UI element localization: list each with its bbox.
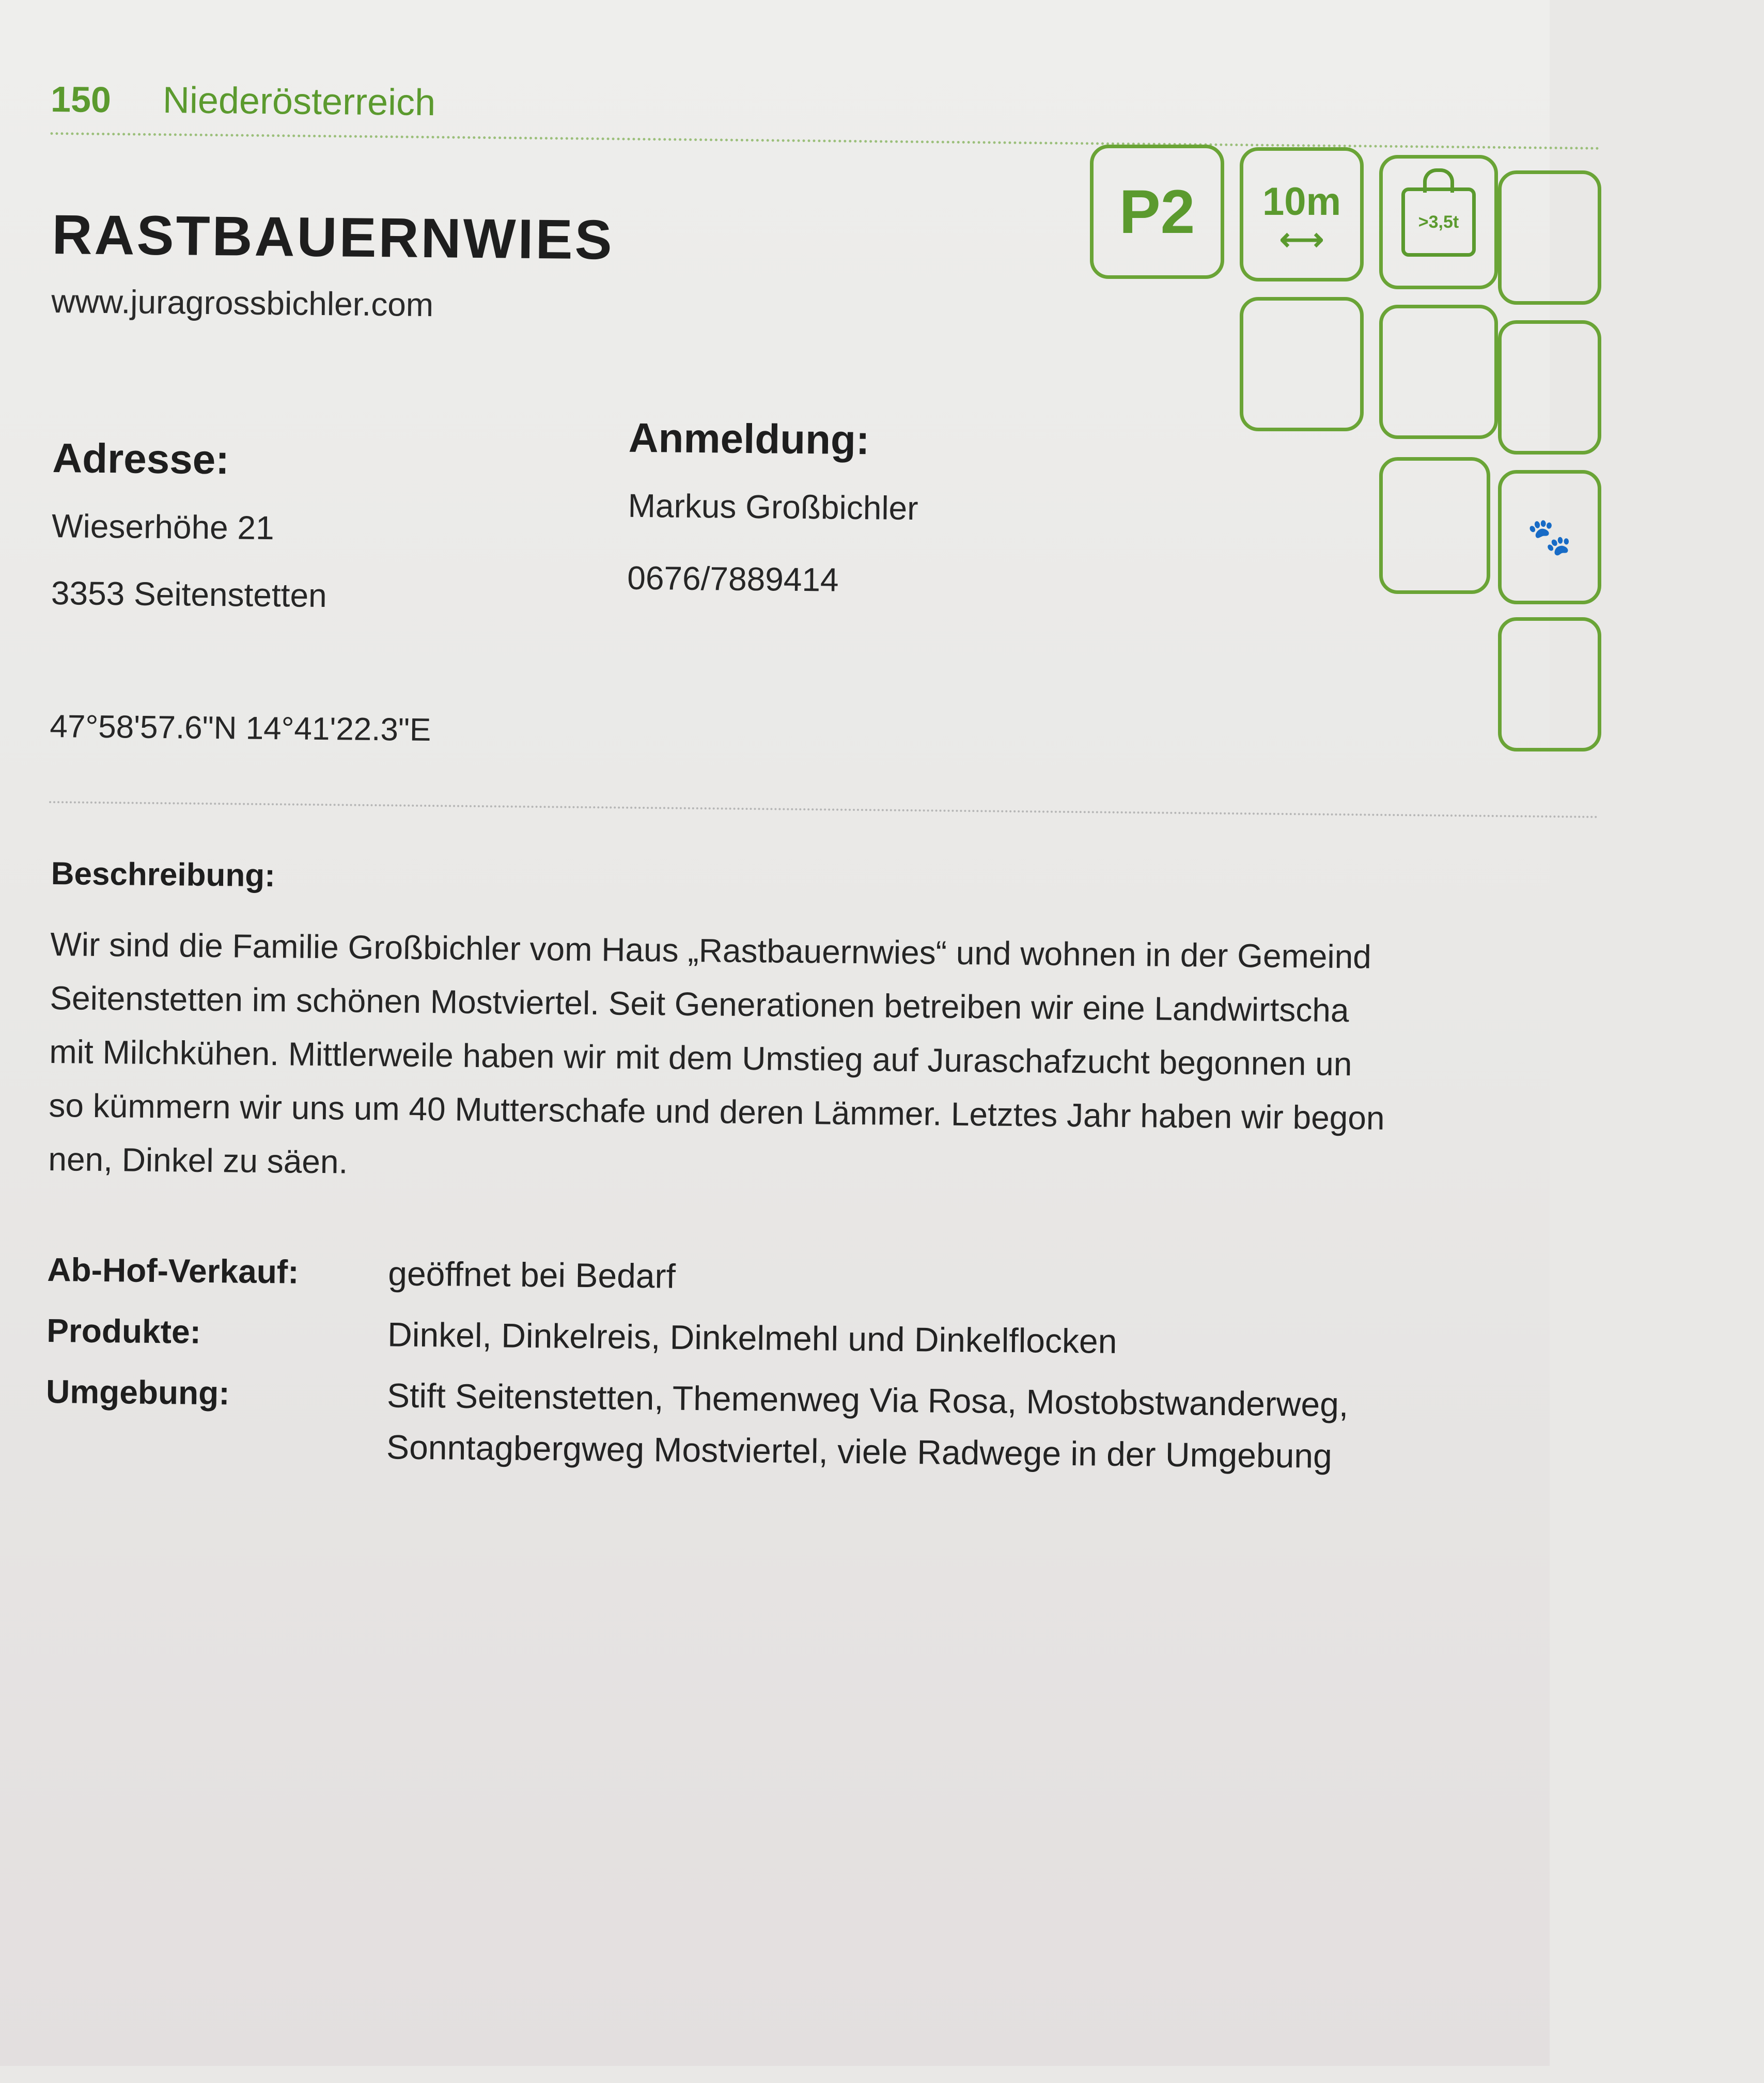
description-body [48,917,1755,1202]
description-line: so kümmern wir uns um 40 Mutterschafe und deren Lämmer. Letztes Jahr haben wir begon [49,1087,1385,1137]
running-header [51,78,436,124]
info-value-line: Dinkel, Dinkelreis, Dinkelmehl und Dinkelflocken [387,1315,1117,1360]
pet-friendly-icon [1498,470,1601,604]
description-line: Seitenstetten im schönen Mostviertel. Seit Generationen betreiben wir eine Landwirtscha [50,979,1349,1029]
weight-label: >3,5t [1418,212,1459,232]
length-arrow-icon: ⟷ [1279,222,1324,257]
registration-name: Markus Großbichler [628,487,918,527]
weight-icon [1379,155,1498,289]
info-value [388,1247,676,1302]
info-row-products [46,1311,1349,1369]
info-row-sales [47,1250,1350,1308]
empty-icon-slot [1379,305,1498,439]
empty-icon-slot [1379,457,1490,594]
info-label: Produkte: [46,1311,201,1351]
description-line: Wir sind die Familie Großbichler vom Haus „Rastbauernwies“ und wohnen in der Gemeind [50,926,1372,976]
entry-title: RASTBAUERNWIES [52,202,615,271]
empty-icon-slot [1240,297,1364,431]
parking-label: P2 [1119,177,1195,246]
paw-icon: 🐾 [1527,516,1572,557]
info-label: Umgebung: [45,1372,230,1412]
registration-heading: Anmeldung: [628,414,870,463]
info-value [386,1369,1349,1482]
section-divider [49,801,1599,818]
parking-icon [1090,145,1224,279]
length-icon [1240,147,1364,281]
registration-phone: 0676/7889414 [627,559,839,599]
description-line: nen, Dinkel zu säen. [48,1140,348,1181]
info-value-line: Stift Seitenstetten, Themenweg Via Rosa, Mostobstwanderweg, [386,1376,1349,1424]
info-row-surroundings [45,1372,1349,1482]
header-divider [50,132,1600,150]
description-line: mit Milchkühen. Mittlerweile haben wir mit dem Umstieg auf Juraschafzucht begonnen un [49,1033,1352,1083]
address-city: 3353 Seitenstetten [51,574,327,615]
region-label: Niederösterreich [162,80,436,124]
entry-url[interactable]: www.juragrossbichler.com [51,282,434,324]
weight-bag-icon [1401,187,1476,257]
address-street: Wieserhöhe 21 [51,507,275,547]
description-heading: Beschreibung: [51,856,276,894]
info-value-line: geöffnet bei Bedarf [388,1254,676,1295]
gps-coordinates: 47°58'57.6"N 14°41'22.3"E [50,708,431,748]
info-value-line: Sonntagbergweg Mostviertel, viele Radwege in der Umgebung [386,1428,1333,1475]
partial-icon [1498,617,1601,751]
address-heading: Adresse: [52,435,230,483]
length-label: 10m [1262,179,1341,224]
partial-icon [1498,170,1601,305]
info-table [45,1250,1349,1497]
partial-icon [1498,320,1601,455]
page-number: 150 [50,79,112,120]
info-value [387,1308,1117,1367]
info-label: Ab-Hof-Verkauf: [47,1250,299,1291]
